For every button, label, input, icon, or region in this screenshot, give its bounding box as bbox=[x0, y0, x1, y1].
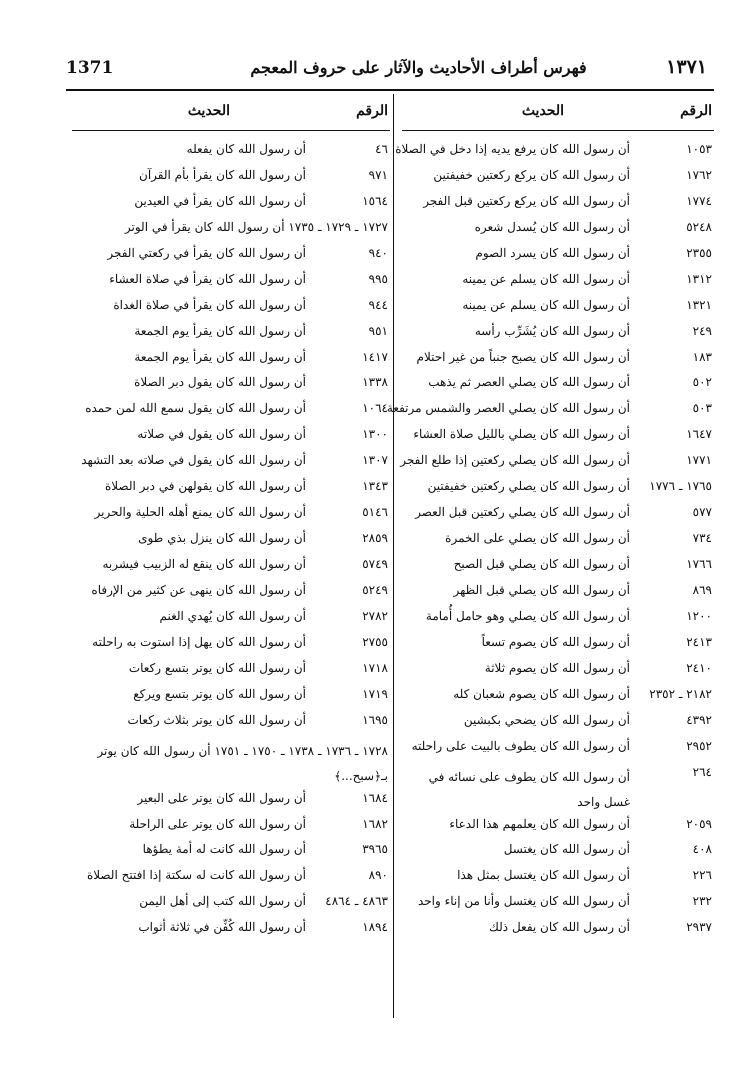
hadith-text: أن رسول الله كان يُسدل شعره bbox=[474, 219, 630, 234]
hadith-number: ٢٨٥٩ bbox=[362, 531, 388, 546]
index-row bbox=[395, 139, 714, 165]
hadith-text: أن رسول الله كان ينزل بذي طوى bbox=[138, 531, 306, 546]
hadith-column-label: الحديث bbox=[521, 103, 564, 119]
hadith-number: ٣٩٦٥ bbox=[362, 842, 388, 857]
hadith-text: أن رسول الله كان يوتر على البعير bbox=[137, 790, 306, 805]
hadith-text: أن رسول الله كان يصلي العصر ثم يذهب bbox=[428, 375, 630, 390]
index-row bbox=[72, 684, 390, 710]
hadith-number: ١٨٣ bbox=[692, 349, 712, 364]
index-row bbox=[402, 736, 714, 762]
hadith-text: أن رسول الله كان يمنع أهله الحلية والحرير bbox=[94, 505, 306, 520]
hadith-number: ٩٧١ bbox=[368, 167, 388, 182]
hadith-text: أن رسول الله كان يسرد الصوم bbox=[475, 245, 630, 260]
index-row bbox=[72, 554, 390, 580]
hadith-number: ٢٢٦ bbox=[692, 868, 712, 883]
hadith-number: ٢١٨٢ ـ ٢٣٥٢ bbox=[649, 686, 712, 701]
hadith-number: ٥٧٤٩ bbox=[362, 557, 388, 571]
hadith-text: أن رسول الله كان يصلي قبل الظهر bbox=[453, 582, 630, 597]
right-column bbox=[386, 103, 714, 943]
hadith-number: ٥٢٤٨ bbox=[686, 219, 712, 234]
index-row bbox=[72, 632, 390, 658]
hadith-text: ١٧٢٨ ـ ١٧٣٦ ـ ١٧٣٨ ـ ١٧٥٠ ـ ١٧٥١ أن رسول الله كان يوتر بـ﴿سبح...﴾ bbox=[97, 743, 388, 783]
hadith-number: ١٧٧٤ bbox=[686, 193, 712, 208]
hadith-number: ٤٦ bbox=[375, 142, 388, 156]
page-header bbox=[66, 56, 711, 86]
hadith-text: أن رسول الله كان يقولهن في دبر الصلاة bbox=[104, 479, 306, 494]
index-row bbox=[402, 372, 714, 398]
hadith-number: ١٧٦٦ bbox=[686, 557, 712, 571]
index-row bbox=[72, 814, 390, 840]
hadith-text: أن رسول الله كان يقرأ يوم الجمعة bbox=[134, 323, 306, 338]
hadith-text: أن رسول الله كان يضحي بكبشين bbox=[463, 712, 630, 727]
hadith-text: أن رسول الله كُفِّن في ثلاثة أثواب bbox=[138, 920, 306, 935]
hadith-number: ٩٤٤ bbox=[368, 297, 388, 312]
hadith-number: ١٧٦٥ ـ ١٧٧٦ bbox=[649, 479, 712, 494]
index-row bbox=[402, 243, 714, 269]
index-row bbox=[402, 606, 714, 632]
hadith-text: أن رسول الله كان يُهدي الغنم bbox=[159, 608, 306, 623]
hadith-text: أن رسول الله كانت له أمة يطؤها bbox=[142, 842, 306, 857]
hadith-text: أن رسول الله كان يطوف على نسائه في غسل واحد bbox=[428, 769, 630, 809]
index-row bbox=[72, 502, 390, 528]
hadith-text: أن رسول الله كان يسلم عن يمينه bbox=[462, 297, 630, 312]
index-row bbox=[402, 891, 714, 917]
number-column-label: الرقم bbox=[356, 103, 388, 119]
hadith-text: أن رسول الله كان يرفع يديه إذا دخل في الصلاة bbox=[395, 142, 630, 156]
right-header-underline bbox=[402, 130, 714, 131]
hadith-text: أن رسول الله كان يوتر بثلاث ركعات bbox=[127, 712, 306, 727]
hadith-text: أن رسول الله كان يقرأ يوم الجمعة bbox=[134, 349, 306, 364]
hadith-number: ٢٩٥٢ bbox=[686, 738, 712, 753]
hadith-text: أن رسول الله كتب إلى أهل اليمن bbox=[139, 894, 306, 909]
hadith-number: ٢٣٥٥ bbox=[686, 245, 712, 260]
index-row bbox=[72, 710, 390, 736]
left-header-underline bbox=[72, 130, 390, 131]
hadith-number: ٤٠٨ bbox=[692, 842, 712, 857]
hadith-text: أن رسول الله كان يقول دبر الصلاة bbox=[134, 375, 306, 390]
hadith-text: أن رسول الله كانت له سكتة إذا افتتح الصلاة bbox=[86, 868, 306, 883]
index-row bbox=[72, 476, 390, 502]
hadith-text: أن رسول الله كان يقول سمع الله لمن حمده bbox=[85, 401, 306, 416]
hadith-number: ٩٤٠ bbox=[368, 245, 388, 260]
hadith-number: ١٣١٢ bbox=[686, 271, 712, 286]
index-row bbox=[72, 165, 390, 191]
hadith-number: ١٠٥٣ bbox=[686, 142, 712, 156]
hadith-text: أن رسول الله كان يصلي قبل الصبح bbox=[453, 557, 630, 571]
index-row bbox=[72, 450, 390, 476]
hadith-number: ٩٩٥ bbox=[368, 271, 388, 286]
index-row bbox=[72, 191, 390, 217]
hadith-number: ١٦٨٢ bbox=[362, 816, 388, 831]
hadith-number: ١٠٦٤ bbox=[362, 401, 388, 416]
hadith-text: أن رسول الله كان يقرأ بأم القرآن bbox=[139, 167, 306, 182]
hadith-text: أن رسول الله كان يقول في صلاته bbox=[137, 427, 306, 442]
index-row bbox=[402, 684, 714, 710]
index-row bbox=[386, 398, 714, 424]
index-row bbox=[72, 372, 390, 398]
hadith-number: ١٧١٩ bbox=[362, 686, 388, 701]
hadith-text: أن رسول الله كان يصلي العصر والشمس مرتفعة bbox=[386, 401, 630, 416]
index-row bbox=[402, 269, 714, 295]
index-row bbox=[72, 891, 390, 917]
hadith-text: أن رسول الله كان يصلي ركعتين إذا طلع الفجر bbox=[400, 453, 630, 468]
hadith-number: ٢٧٨٢ bbox=[362, 608, 388, 623]
page-number-arabic: ١٣٧١ bbox=[666, 56, 707, 78]
index-row bbox=[402, 424, 714, 450]
hadith-text: أن رسول الله كان يُشَرِّب رأسه bbox=[474, 323, 630, 338]
page-title: فهرس أطراف الأحاديث والآثار على حروف المعجم bbox=[250, 58, 587, 77]
hadith-text: أن رسول الله كان يطوف بالبيت على راحلته bbox=[411, 738, 630, 753]
hadith-text: أن رسول الله كان يركع ركعتين قبل الفجر bbox=[423, 193, 630, 208]
index-row bbox=[72, 321, 390, 347]
hadith-text: أن رسول الله كان يعلمهم هذا الدعاء bbox=[449, 816, 630, 831]
hadith-text: أن رسول الله كان يقرأ في ركعتي الفجر bbox=[107, 245, 306, 260]
hadith-number: ٤٣٩٢ bbox=[686, 712, 712, 727]
hadith-number: ١٢٠٠ bbox=[686, 608, 712, 623]
hadith-number: ١٣٤٣ bbox=[362, 479, 388, 494]
hadith-text: أن رسول الله كان يغتسل bbox=[503, 842, 630, 857]
hadith-text: أن رسول الله كان يغتسل وأنا من إناء واحد bbox=[417, 894, 630, 909]
index-row bbox=[72, 243, 390, 269]
hadith-text: أن رسول الله كان يصوم تسعاً bbox=[481, 634, 630, 649]
index-row bbox=[72, 606, 390, 632]
hadith-text: أن رسول الله كان ينهى عن كثير من الإرفاه bbox=[91, 582, 306, 597]
number-column-label: الرقم bbox=[680, 103, 712, 119]
hadith-number: ١٦٩٥ bbox=[362, 712, 388, 727]
index-row bbox=[72, 269, 390, 295]
index-row bbox=[402, 554, 714, 580]
index-row bbox=[72, 736, 390, 788]
hadith-number: ٢٩٣٧ bbox=[686, 920, 712, 935]
hadith-text: أن رسول الله كان يوتر على الراحلة bbox=[129, 816, 306, 831]
hadith-text: أن رسول الله كان يصلي ركعتين قبل العصر bbox=[415, 505, 630, 520]
hadith-number: ٥٢٤٩ bbox=[362, 582, 388, 597]
index-row bbox=[402, 321, 714, 347]
index-row bbox=[72, 295, 390, 321]
index-row bbox=[402, 217, 714, 243]
hadith-number: ٢٠٥٩ bbox=[686, 816, 712, 831]
index-row bbox=[72, 917, 390, 943]
hadith-text: أن رسول الله كان يقرأ في العيدين bbox=[134, 193, 306, 208]
index-row bbox=[72, 398, 390, 424]
hadith-number: ٥٧٧ bbox=[692, 505, 712, 520]
index-row bbox=[72, 865, 390, 891]
hadith-number: ١٦٤٧ bbox=[686, 427, 712, 442]
index-row bbox=[402, 710, 714, 736]
hadith-number: ٢٤٩ bbox=[692, 323, 712, 338]
index-row bbox=[72, 580, 390, 606]
left-rows bbox=[72, 139, 390, 943]
page-number-latin: 1371 bbox=[66, 58, 114, 78]
index-row bbox=[402, 450, 714, 476]
index-row bbox=[72, 347, 390, 373]
index-row bbox=[402, 839, 714, 865]
index-row bbox=[72, 788, 390, 814]
index-row bbox=[72, 424, 390, 450]
hadith-number: ٢٤١٠ bbox=[686, 660, 712, 675]
index-row bbox=[402, 632, 714, 658]
hadith-number: ١٦٨٤ bbox=[362, 790, 388, 805]
index-row bbox=[402, 865, 714, 891]
index-row bbox=[72, 658, 390, 684]
hadith-text: أن رسول الله كان يقرأ في صلاة الغداة bbox=[113, 297, 306, 312]
hadith-number: ٩٥١ bbox=[368, 323, 388, 338]
index-row bbox=[72, 839, 390, 865]
hadith-text: أن رسول الله كان ينقع له الزبيب فيشربه bbox=[102, 557, 306, 571]
hadith-text: أن رسول الله كان يصبح جنباً من غير احتلام bbox=[416, 349, 630, 364]
hadith-text: أن رسول الله كان يركع ركعتين خفيفتين bbox=[433, 167, 630, 182]
hadith-number: ١٣٢١ bbox=[686, 297, 712, 312]
hadith-text: أن رسول الله كان يصلي على الخمرة bbox=[445, 531, 630, 546]
left-column bbox=[72, 103, 390, 943]
index-row bbox=[402, 191, 714, 217]
index-row bbox=[402, 762, 714, 814]
hadith-number: ٥١٤٦ bbox=[362, 505, 388, 520]
hadith-text: أن رسول الله كان يهل إذا استوت به راحلته bbox=[92, 634, 306, 649]
hadith-text: أن رسول الله كان يقول في صلاته بعد التشهد bbox=[81, 453, 306, 468]
index-row bbox=[402, 502, 714, 528]
left-column-header bbox=[72, 103, 390, 127]
hadith-text: أن رسول الله كان يصوم ثلاثة bbox=[484, 660, 630, 675]
hadith-number: ١٣٣٨ bbox=[362, 375, 388, 390]
hadith-number: ١٥٦٤ bbox=[362, 193, 388, 208]
hadith-text: أن رسول الله كان يسلم عن يمينه bbox=[462, 271, 630, 286]
hadith-text: أن رسول الله كان يفعله bbox=[186, 142, 306, 156]
hadith-number: ٢٤١٣ bbox=[686, 634, 712, 649]
hadith-number: ١٨٩٤ bbox=[362, 920, 388, 935]
hadith-text: ١٧٢٧ ـ ١٧٢٩ ـ ١٧٣٥ أن رسول الله كان يقرأ في الوتر bbox=[124, 219, 388, 234]
hadith-number: ١٧١٨ bbox=[362, 660, 388, 675]
hadith-number: ٨٦٩ bbox=[692, 582, 712, 597]
hadith-number: ٧٣٤ bbox=[692, 531, 712, 546]
right-column-header bbox=[402, 103, 714, 127]
hadith-text: أن رسول الله كان يغتسل بمثل هذا bbox=[457, 868, 630, 883]
index-row bbox=[402, 917, 714, 943]
index-row bbox=[402, 347, 714, 373]
hadith-number: ٢٧٥٥ bbox=[362, 634, 388, 649]
hadith-number: ٥٠٣ bbox=[692, 401, 712, 416]
hadith-text: أن رسول الله كان يوتر بتسع ويركع bbox=[133, 686, 306, 701]
hadith-number: ٨٩٠ bbox=[368, 868, 388, 883]
hadith-number: ١٧٦٢ bbox=[686, 167, 712, 182]
hadith-number: ١٤١٧ bbox=[362, 349, 388, 364]
column-divider bbox=[393, 94, 394, 1018]
hadith-text: أن رسول الله كان يفعل ذلك bbox=[489, 920, 630, 935]
header-rule bbox=[66, 89, 714, 91]
index-row bbox=[402, 814, 714, 840]
hadith-number: ٤٨٦٣ ـ ٤٨٦٤ bbox=[325, 894, 388, 909]
hadith-text: أن رسول الله كان يقرأ في صلاة العشاء bbox=[109, 271, 306, 286]
index-row bbox=[402, 165, 714, 191]
right-rows bbox=[386, 139, 714, 943]
index-row bbox=[402, 658, 714, 684]
hadith-column-label: الحديث bbox=[187, 103, 230, 119]
hadith-number: ١٣٠٧ bbox=[362, 453, 388, 468]
hadith-text: أن رسول الله كان يصوم شعبان كله bbox=[453, 686, 630, 701]
hadith-number: ٥٠٢ bbox=[692, 375, 712, 390]
index-row bbox=[402, 580, 714, 606]
index-row bbox=[72, 217, 390, 243]
hadith-text: أن رسول الله كان يصلي بالليل صلاة العشاء bbox=[413, 427, 630, 442]
hadith-number: ٢٣٢ bbox=[692, 894, 712, 909]
hadith-text: أن رسول الله كان يصلي وهو حامل أُمامة bbox=[425, 608, 630, 623]
hadith-text: أن رسول الله كان يصلي ركعتين خفيفتين bbox=[427, 479, 630, 494]
index-row bbox=[72, 139, 390, 165]
hadith-number: ١٧٧١ bbox=[686, 453, 712, 468]
index-row bbox=[402, 295, 714, 321]
index-row bbox=[72, 528, 390, 554]
index-row bbox=[402, 476, 714, 502]
hadith-number: ١٣٠٠ bbox=[362, 427, 388, 442]
hadith-text: أن رسول الله كان يوتر بتسع ركعات bbox=[128, 660, 306, 675]
index-row bbox=[402, 528, 714, 554]
hadith-number: ٢٦٤ bbox=[692, 764, 712, 779]
